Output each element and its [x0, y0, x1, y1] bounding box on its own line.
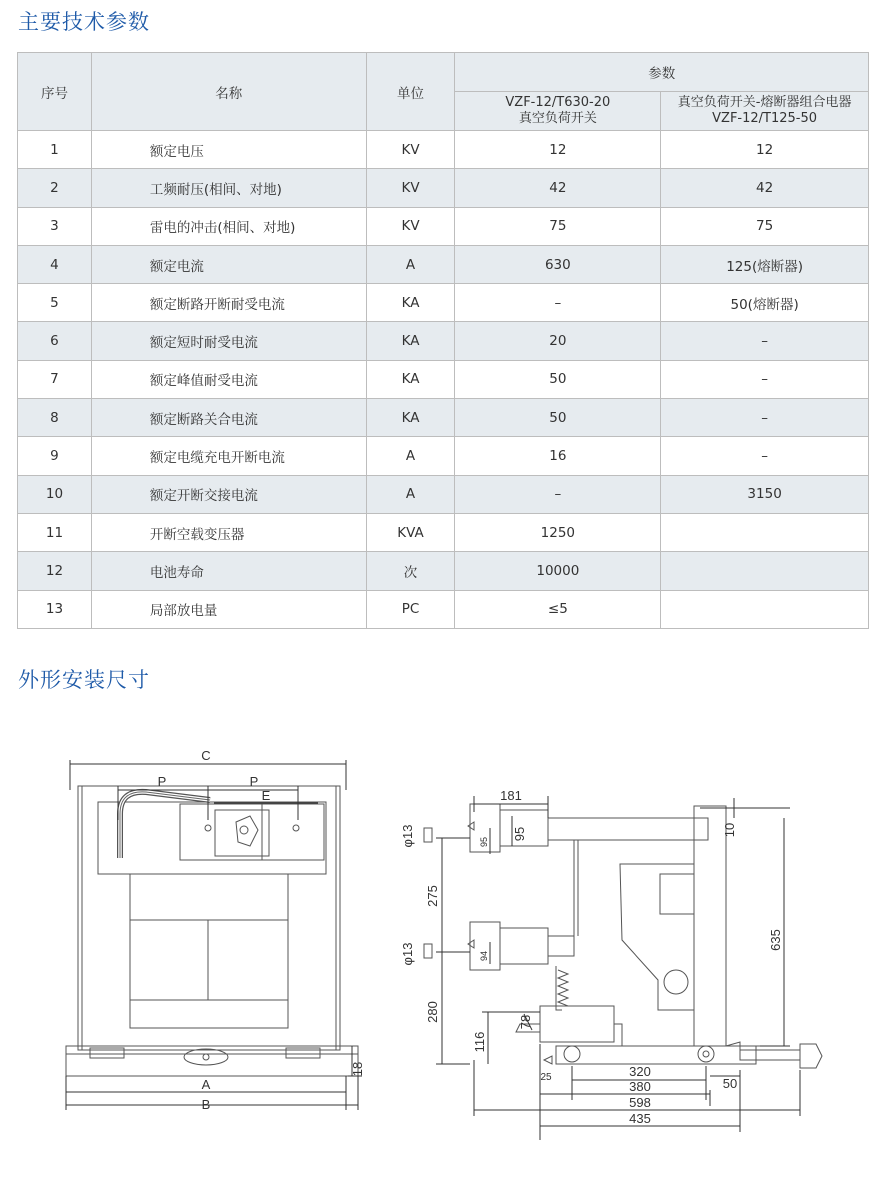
- cell-col-a: 630: [455, 245, 661, 283]
- cell-col-b: 42: [661, 169, 869, 207]
- cell-unit: KVA: [366, 513, 455, 551]
- front-dim-e: E: [261, 788, 271, 803]
- header-col-a-line1: VZF-12/T630-20: [505, 95, 611, 110]
- side-dim-50: 50: [722, 1076, 738, 1091]
- cell-name: 额定开断交接电流: [91, 475, 366, 513]
- cell-unit: KA: [366, 360, 455, 398]
- cell-name: 额定电压: [91, 131, 366, 169]
- cell-col-a: –: [455, 284, 661, 322]
- cell-no: 13: [18, 590, 92, 628]
- side-dim-275: 275: [425, 885, 440, 907]
- table-row: [18, 245, 869, 283]
- cell-name: 额定断路开断耐受电流: [91, 284, 366, 322]
- cell-col-b: [661, 513, 869, 551]
- cell-name: 雷电的冲击(相间、对地): [91, 207, 366, 245]
- side-dim-320: 320: [629, 1064, 651, 1079]
- cell-col-a: 50: [455, 360, 661, 398]
- header-col-a: [455, 92, 661, 131]
- cell-col-a: 20: [455, 322, 661, 360]
- spec-section-title: 主要技术参数: [18, 10, 150, 34]
- side-dim-635: 635: [768, 929, 783, 951]
- cell-col-a: 42: [455, 169, 661, 207]
- cell-name: 开断空载变压器: [91, 513, 366, 551]
- cell-unit: PC: [366, 590, 455, 628]
- front-dim-p1: P: [157, 774, 167, 789]
- cell-unit: KA: [366, 284, 455, 322]
- cell-no: 8: [18, 399, 92, 437]
- cell-no: 4: [18, 245, 92, 283]
- side-dim-94: 94: [479, 950, 489, 962]
- header-col-b: [661, 92, 869, 131]
- cell-unit: KA: [366, 399, 455, 437]
- spec-table: [17, 52, 869, 629]
- cell-col-a: –: [455, 475, 661, 513]
- cell-col-a: 16: [455, 437, 661, 475]
- cell-col-a: 10000: [455, 552, 661, 590]
- cell-no: 3: [18, 207, 92, 245]
- cell-name: 额定电缆充电开断电流: [91, 437, 366, 475]
- side-dim-10: 10: [722, 822, 737, 838]
- side-dim-95: 95: [512, 826, 527, 842]
- side-dimension-lines: [436, 796, 800, 1140]
- side-dim-598: 598: [629, 1095, 651, 1110]
- cell-no: 2: [18, 169, 92, 207]
- cell-col-b: –: [661, 360, 869, 398]
- table-row: [18, 207, 869, 245]
- cell-no: 7: [18, 360, 92, 398]
- cell-col-b: 12: [661, 131, 869, 169]
- cell-name: 额定电流: [91, 245, 366, 283]
- table-row: [18, 284, 869, 322]
- cell-col-a: 12: [455, 131, 661, 169]
- cell-unit: A: [366, 475, 455, 513]
- dimension-section-title: 外形安装尺寸: [18, 668, 150, 692]
- side-dim-phi13-mid: φ13: [400, 942, 415, 966]
- side-dim-435: 435: [629, 1111, 651, 1126]
- cell-col-a: 50: [455, 399, 661, 437]
- cell-unit: A: [366, 245, 455, 283]
- table-row: [18, 552, 869, 590]
- side-dim-280: 280: [425, 1001, 440, 1023]
- side-dim-25: 25: [540, 1072, 552, 1083]
- table-row: [18, 475, 869, 513]
- cell-no: 5: [18, 284, 92, 322]
- cell-name: 额定断路关合电流: [91, 399, 366, 437]
- cell-name: 工频耐压(相间、对地): [91, 169, 366, 207]
- front-dim-18: 18: [350, 1061, 365, 1077]
- cell-col-b: [661, 590, 869, 628]
- cell-col-b: –: [661, 437, 869, 475]
- cell-unit: A: [366, 437, 455, 475]
- cell-unit: KV: [366, 131, 455, 169]
- side-dim-181: 181: [500, 788, 522, 803]
- cell-col-b: 75: [661, 207, 869, 245]
- cell-col-b: [661, 552, 869, 590]
- table-row: [18, 513, 869, 551]
- table-row: [18, 360, 869, 398]
- cell-no: 12: [18, 552, 92, 590]
- cell-no: 1: [18, 131, 92, 169]
- cell-unit: KV: [366, 207, 455, 245]
- front-dim-b: B: [201, 1097, 211, 1112]
- header-col-b-line1: 真空负荷开关-熔断器组合电器: [677, 95, 852, 110]
- side-dim-116: 116: [472, 1031, 487, 1053]
- header-col-a-line2: 真空负荷开关: [518, 111, 597, 126]
- cell-col-b: 3150: [661, 475, 869, 513]
- header-params: 参数: [455, 53, 869, 92]
- cell-col-b: –: [661, 399, 869, 437]
- cell-col-b: 50(熔断器): [661, 284, 869, 322]
- cell-name: 局部放电量: [91, 590, 366, 628]
- cell-no: 9: [18, 437, 92, 475]
- side-dim-78: 78: [518, 1014, 533, 1030]
- table-row: [18, 399, 869, 437]
- side-dim-380: 380: [629, 1079, 651, 1094]
- side-dim-phi13-top: φ13: [400, 824, 415, 848]
- table-row: [18, 590, 869, 628]
- cell-col-a: 75: [455, 207, 661, 245]
- cell-name: 电池寿命: [91, 552, 366, 590]
- front-dim-c: C: [201, 748, 211, 763]
- header-name: 名称: [91, 53, 366, 131]
- header-unit: 单位: [366, 53, 455, 131]
- side-dim-95-small: 95: [479, 836, 489, 848]
- cell-col-a: ≤5: [455, 590, 661, 628]
- front-dim-p2: P: [249, 774, 259, 789]
- table-row: [18, 437, 869, 475]
- header-no: 序号: [18, 53, 92, 131]
- cell-name: 额定短时耐受电流: [91, 322, 366, 360]
- cell-unit: KA: [366, 322, 455, 360]
- table-row: [18, 322, 869, 360]
- header-col-b-line2: VZF-12/T125-50: [712, 111, 818, 126]
- cell-no: 11: [18, 513, 92, 551]
- cell-name: 额定峰值耐受电流: [91, 360, 366, 398]
- dimension-drawings: [0, 730, 888, 1178]
- cell-no: 10: [18, 475, 92, 513]
- table-row: [18, 131, 869, 169]
- cell-col-b: 125(熔断器): [661, 245, 869, 283]
- front-dim-a: A: [201, 1077, 211, 1092]
- front-view-drawing: [66, 786, 358, 1076]
- cell-no: 6: [18, 322, 92, 360]
- table-row: [18, 169, 869, 207]
- cell-unit: KV: [366, 169, 455, 207]
- cell-unit: 次: [366, 552, 455, 590]
- cell-col-b: –: [661, 322, 869, 360]
- cell-col-a: 1250: [455, 513, 661, 551]
